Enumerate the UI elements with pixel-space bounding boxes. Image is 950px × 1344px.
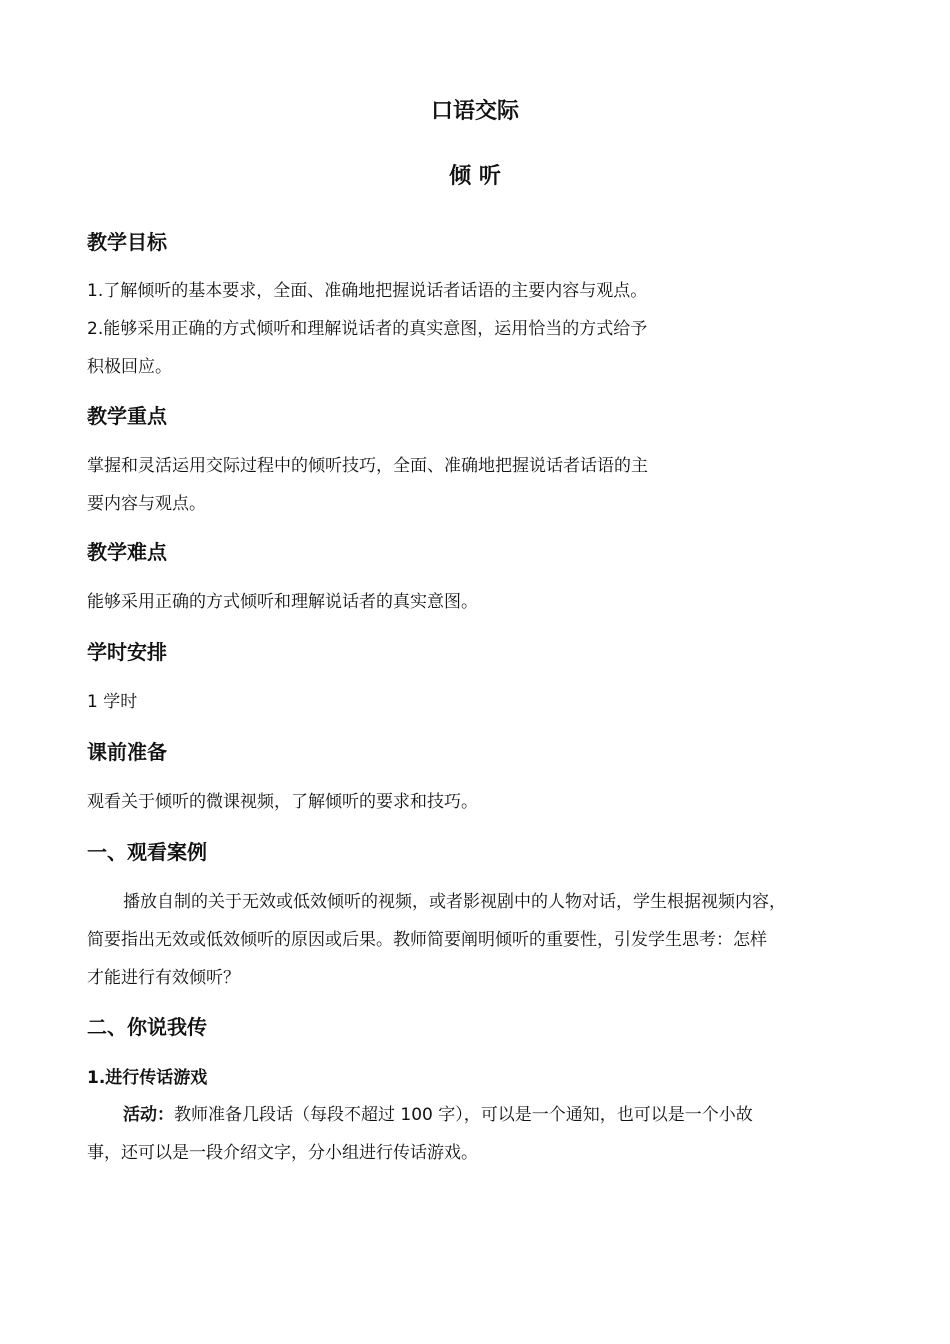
heading-preparation: 课前准备 xyxy=(87,740,167,764)
schedule-unit: 学时 xyxy=(97,692,138,712)
objective-item-1-text: 了解倾听的基本要求，全面、准确地把握说话者话语的主要内容与观点。 xyxy=(103,281,648,301)
activity-paragraph xyxy=(87,1096,862,1172)
preparation-paragraph xyxy=(87,783,862,821)
objective-item-2-text: 能够采用正确的方式倾听和理解说话者的真实意图，运用恰当的方式给予 xyxy=(103,319,648,339)
document-title: 口语交际 xyxy=(430,99,519,124)
activity-number: 100 xyxy=(400,1105,433,1125)
focus-paragraph xyxy=(87,447,862,523)
objective-item-2-number: 2. xyxy=(87,319,104,339)
section-1-line-3: 才能进行有效倾听？ xyxy=(87,968,240,988)
schedule-number: 1 xyxy=(87,692,98,712)
subheading-number: 1. xyxy=(87,1068,106,1088)
section-1-paragraph xyxy=(87,883,862,997)
heading-section-2: 二、你说我传 xyxy=(87,1015,207,1039)
activity-text-1a: 教师准备几段话（每段不超过 xyxy=(174,1105,401,1125)
schedule-paragraph xyxy=(87,683,862,721)
section-1-line-1: 播放自制的关于无效或低效倾听的视频，或者影视剧中的人物对话，学生根据视频内容， xyxy=(123,892,786,912)
focus-line-1: 掌握和灵活运用交际过程中的倾听技巧，全面、准确地把握说话者话语的主 xyxy=(87,456,648,476)
heading-focus: 教学重点 xyxy=(87,404,167,428)
heading-section-1: 一、观看案例 xyxy=(87,840,207,864)
schedule-line xyxy=(87,683,862,721)
objective-item-2-continued: 积极回应。 xyxy=(87,357,172,377)
subheading-text: 进行传话游戏 xyxy=(105,1068,208,1088)
activity-label: 活动： xyxy=(123,1105,174,1125)
objective-item-1 xyxy=(87,272,862,310)
document-subtitle: 倾 听 xyxy=(449,164,501,189)
preparation-line-1: 观看关于倾听的微课视频，了解倾听的要求和技巧。 xyxy=(87,792,478,812)
activity-line-1 xyxy=(87,1096,862,1134)
objective-item-1-number: 1. xyxy=(87,281,104,301)
heading-objectives: 教学目标 xyxy=(87,230,167,254)
objective-item-2 xyxy=(87,310,862,348)
difficulty-line-1: 能够采用正确的方式倾听和理解说话者的真实意图。 xyxy=(87,592,478,612)
heading-schedule: 学时安排 xyxy=(87,640,167,664)
activity-line-2: 事，还可以是一段介绍文字，分小组进行传话游戏。 xyxy=(87,1143,478,1163)
activity-text-1b: 字），可以是一个通知，也可以是一个小故 xyxy=(432,1105,753,1125)
focus-line-2: 要内容与观点。 xyxy=(87,494,206,514)
subheading-relay-game xyxy=(87,1066,207,1090)
objectives-list xyxy=(87,272,862,386)
heading-difficulty: 教学难点 xyxy=(87,540,167,564)
section-1-line-2: 简要指出无效或低效倾听的原因或后果。教师简要阐明倾听的重要性，引发学生思考：怎样 xyxy=(87,930,767,950)
difficulty-paragraph xyxy=(87,583,862,621)
